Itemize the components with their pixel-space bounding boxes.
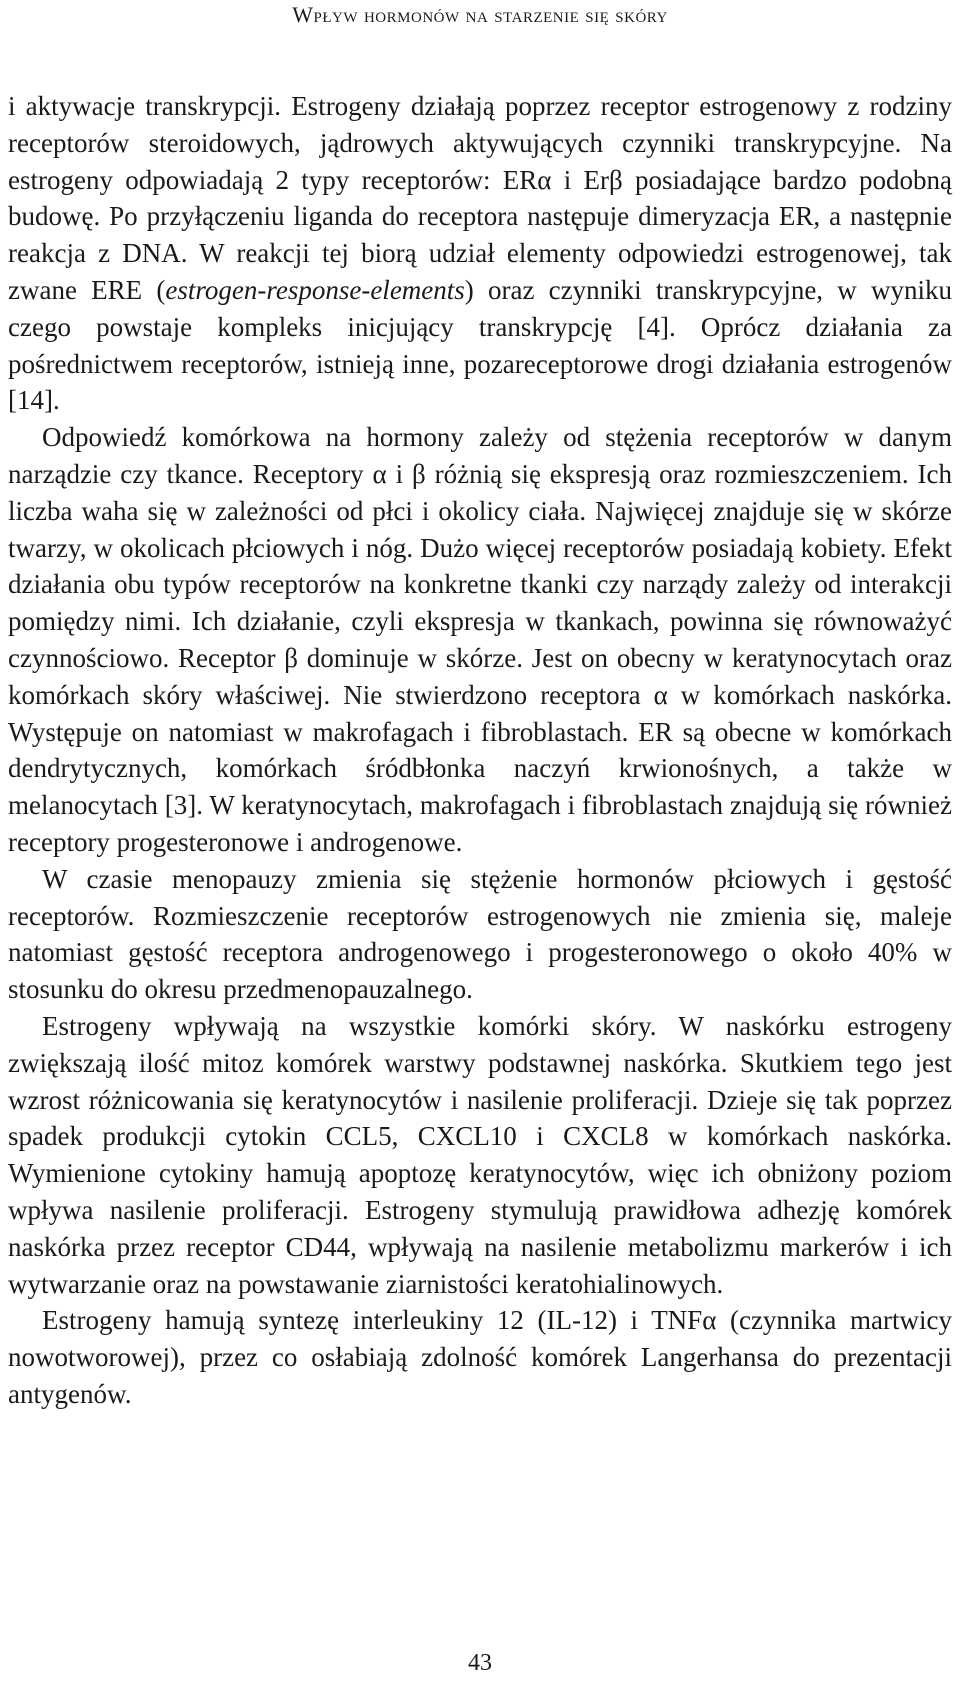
paragraph-text: Estrogeny wpływają na wszystkie komórki skóry. W naskórku estrogeny zwiększają ilość mitoz komórek warstwy podstawnej naskórka. Skutkiem tego jest wzrost różnicowania się keratynocytów i nasilenie proliferacji. Dzieje się tak poprzez spadek produkcji cytokin CCL5, CXCL10 i CXCL8 w komórkach naskórka. Wymienione cytokiny hamują apoptozę keratynocytów, więc ich obniżony poziom wpływa nasilenie proliferacji. Estrogeny stymulują prawidłowa adhezję komórek naskórka przez receptor CD44, wpływają na nasilenie metabolizmu markerów i ich wytwarzanie oraz na powstawanie ziarnistości keratohialinowych.: [8, 1010, 952, 1299]
page-number: 43: [468, 1650, 492, 1676]
paragraph-3: [8, 861, 952, 1008]
paragraph-text: W czasie menopauzy zmienia się stężenie hormonów płciowych i gęstość receptorów. Rozmieszczenie receptorów estrogenowych nie zmienia się, maleje natomiast gęstość receptora androgenowego i progesteronowego o około 40% w stosunku do okresu przedmenopauzalnego.: [8, 863, 952, 1005]
paragraph-5: [8, 1302, 952, 1412]
body-text: [8, 88, 952, 1413]
paragraph-2: [8, 419, 952, 861]
paragraph-text: ) oraz czynniki transkrypcyjne, w wyniku czego powstaje kompleks inicjujący transkrypcję [4]. Oprócz działania za pośrednictwem receptorów, istnieją inne, pozareceptorowe drogi działania estrogenów [14].: [8, 274, 952, 416]
running-head: Wpływ hormonów na starzenie się skóry: [292, 2, 668, 27]
paragraph-text: i aktywacje transkrypcji. Estrogeny działają poprzez receptor estrogenowy z rodziny receptorów steroidowych, jądrowych aktywujących czynniki transkrypcyjne. Na estrogeny odpowiadają 2 typy receptorów: ERα i Erβ posiadające bardzo podobną budowę. Po przyłączeniu liganda do receptora następuje dimeryzacja ER, a następnie reakcja z DNA. W reakcji tej biorą udział elementy odpowiedzi estrogenowej, tak zwane ERE (: [8, 91, 952, 305]
paragraph-text: Odpowiedź komórkowa na hormony zależy od stężenia receptorów w danym narządzie czy tkance. Receptory α i β różnią się ekspresją oraz rozmieszczeniem. Ich liczba waha się w zależności od płci i okolicy ciała. Najwięcej znajduje się w skórze twarzy, w okolicach płciowych i nóg. Dużo więcej receptorów posiadają kobiety. Efekt działania obu typów receptorów na konkretne tkanki czy narządy zależy od interakcji pomiędzy nimi. Ich działanie, czyli ekspresja w tkankach, powinna się równoważyć czynnościowo. Receptor β dominuje w skórze. Jest on obecny w keratynocytach oraz komórkach skóry właściwej. Nie stwierdzono receptora α w komórkach naskórka. Występuje on natomiast w makrofagach i fibroblastach. ER są obecne w komórkach dendrytycznych, komórkach śródbłonka naczyń krwionośnych, a także w melanocytach [3]. W keratynocytach, makrofagach i fibroblastach znajdują się również receptory progesteronowe i androgenowe.: [8, 422, 952, 857]
paragraph-1: [8, 88, 952, 419]
paragraph-4: [8, 1008, 952, 1302]
italic-term: estrogen-response-elements: [165, 274, 465, 305]
paragraph-text: Estrogeny hamują syntezę interleukiny 12 (IL-12) i TNFα (czynnika martwicy nowotworowej), przez co osłabiają zdolność komórek Langerhansa do prezentacji antygenów.: [8, 1305, 952, 1409]
